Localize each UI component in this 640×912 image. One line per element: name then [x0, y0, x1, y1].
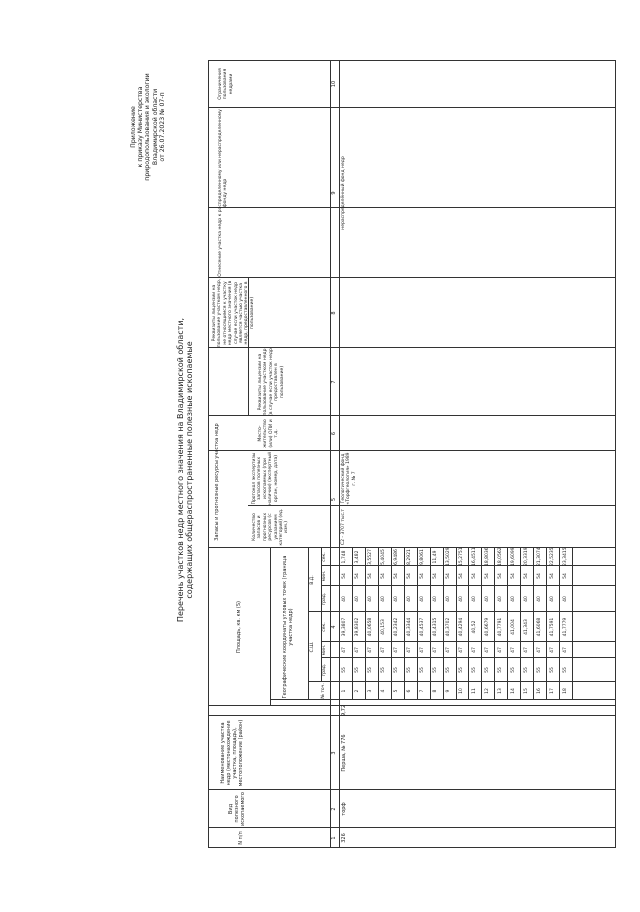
point-number: 12	[484, 688, 490, 694]
point-row-rule	[507, 548, 508, 700]
point-number: 1	[342, 689, 348, 693]
col-header-reserves-qty: Количество запасов и прогнозных ресурсов (с указанием категорий) (ед. изм.)	[252, 508, 290, 546]
coord-lat-value: 40,4537	[420, 617, 426, 637]
coord-lat-value: 55	[471, 667, 477, 673]
coord-lat-value: 40,0658	[368, 617, 374, 637]
coord-lon-value: 54	[446, 573, 452, 579]
point-row-rule	[572, 548, 573, 700]
col-header-point-no: № точ.	[321, 683, 326, 699]
point-row-rule	[352, 548, 353, 700]
point-number: 17	[549, 688, 555, 694]
coord-lon-value: 54	[510, 573, 516, 579]
col-header-area: Площадь, кв. км (S)	[236, 601, 242, 653]
coord-lat-value: 41,343	[523, 619, 529, 635]
point-row-rule	[365, 548, 366, 700]
col-header-fund: Отнесение участка недр к распределенному или нераспределенному фонду недр	[218, 109, 229, 277]
point-number: 16	[536, 688, 542, 694]
column-divider	[208, 207, 616, 208]
point-row-rule	[404, 548, 405, 700]
coord-lat-value: 40,6679	[484, 617, 490, 637]
coord-lon-value: 54	[394, 573, 400, 579]
coord-lon-value: 40	[394, 596, 400, 602]
coord-lat-value: 40,52	[471, 620, 477, 634]
col-header-min: мин.	[322, 644, 327, 656]
coord-lat-value: 55	[342, 667, 348, 673]
coord-lon-value: 20,3319	[523, 547, 529, 566]
column-divider	[208, 789, 616, 790]
coord-lat-value: 47	[471, 647, 477, 653]
coord-lon-value: 22,5235	[549, 547, 555, 566]
coord-lat-value: 55	[484, 667, 490, 673]
coord-lon-value: 13,5029	[446, 547, 452, 566]
coord-lon-value: 40	[523, 596, 529, 602]
coord-lat-value: 55	[446, 667, 452, 673]
coord-lon-value: 54	[458, 573, 464, 579]
coord-lat-value: 47	[368, 647, 374, 653]
point-number: 9	[446, 689, 452, 693]
coord-lon-value: 6,9486	[394, 549, 400, 565]
cell-reserves-doc: Геологический фонд «Торфгеология» 1989 г. № 7	[341, 452, 357, 505]
coord-lon-value: 54	[433, 573, 439, 579]
column-number: 2	[331, 807, 337, 811]
column-number: 7	[331, 380, 337, 384]
coord-lon-value: 11,49	[433, 550, 439, 564]
cell-mineral: торф	[341, 802, 347, 816]
cell-num: 326	[341, 833, 347, 843]
col-header-restrict: Ограничения пользования недрами	[218, 68, 234, 100]
point-number: 7	[420, 689, 426, 693]
point-number: 18	[562, 688, 568, 694]
coord-lat-value: 47	[342, 647, 348, 653]
coord-lat-value: 41,7591	[549, 617, 555, 637]
coord-lat-value: 39,3807	[342, 617, 348, 637]
coord-lat-value: 55	[562, 667, 568, 673]
appendix-line: Владимирской области	[151, 88, 159, 166]
column-number: 6	[331, 431, 337, 436]
coord-lon-value: 54	[420, 573, 426, 579]
col-header-lat: С.Ш.	[310, 641, 315, 653]
cell-fund: нераспределённый фонд недр	[341, 156, 346, 230]
coord-lon-value: 40	[368, 596, 374, 602]
point-row-rule	[520, 548, 521, 700]
coord-lat-value: 47	[355, 647, 361, 653]
column-number: 1	[331, 836, 337, 840]
column-divider	[208, 827, 616, 828]
coord-lon-value: 5,4045	[381, 549, 387, 565]
col-header-num: N п/п	[238, 831, 244, 845]
point-row-rule	[546, 548, 547, 700]
coord-lat-value: 41,004	[510, 619, 516, 635]
coord-lat-value: 55	[523, 667, 529, 673]
appendix-line: от 26.07.2023 № 07-п	[158, 92, 166, 162]
coord-lat-value: 55	[497, 667, 503, 673]
coord-lon-value: 3,482	[355, 550, 361, 564]
coord-lon-value: 1,748	[342, 550, 348, 564]
coord-lon-value: 54	[497, 573, 503, 579]
column-divider	[208, 705, 616, 706]
coord-lon-value: 18,8036	[484, 547, 490, 566]
col-header-lon: В.Д.	[310, 575, 315, 585]
title-line-1: Перечень участков недр местного значения на Владимирской области,	[176, 317, 185, 623]
column-divider	[208, 715, 616, 716]
header-rule	[270, 548, 271, 706]
cell-reserves-qty: С2 - 3707 тыс.т	[341, 508, 346, 546]
point-row-rule	[378, 548, 379, 700]
coord-lat-value: 40,3344	[407, 617, 413, 637]
coord-lat-value: 39,8302	[355, 617, 361, 637]
table-border-top	[208, 60, 209, 848]
col-header-reserves: Запасы и прогнозные ресурсы участка недр	[214, 423, 220, 541]
cell-name: Перша, № 776	[341, 734, 347, 772]
col-header-sec: сек.	[322, 622, 327, 632]
coord-lon-value: 40	[497, 596, 503, 602]
table-border-bottom	[615, 60, 616, 848]
coord-lat-value: 55	[407, 667, 413, 673]
appendix-line: природопользования и экологии	[144, 73, 152, 181]
coord-lon-value: 54	[381, 573, 387, 579]
column-divider	[208, 277, 616, 278]
title-line-2: содержащих общераспространенные полезные ископаемые	[185, 341, 194, 599]
header-rule	[339, 60, 340, 848]
table-border-right	[208, 60, 616, 61]
point-row-rule	[468, 548, 469, 700]
coord-lon-value: 21,3074	[536, 547, 542, 566]
appendix-line: к приказу Министерства	[137, 86, 145, 168]
coord-lat-value: 55	[510, 667, 516, 673]
column-number: 8	[331, 311, 337, 315]
point-number: 6	[407, 689, 413, 693]
coord-lon-value: 40	[381, 596, 387, 602]
rotated-sheet	[130, 60, 640, 880]
point-number: 2	[355, 689, 361, 693]
coord-lat-value: 47	[394, 647, 400, 653]
coord-lat-value: 55	[381, 667, 387, 673]
coord-lon-value: 54	[562, 573, 568, 579]
coord-lat-value: 55	[394, 667, 400, 673]
col-header-min: мин.	[322, 570, 327, 582]
coord-lon-value: 54	[523, 573, 529, 579]
column-number: 5	[331, 497, 337, 502]
coord-lat-value: 47	[549, 647, 555, 653]
column-number: 9	[331, 191, 337, 195]
coord-lon-value: 15,2751	[458, 547, 464, 566]
point-row-rule	[481, 548, 482, 700]
coord-lat-value: 40,7791	[497, 617, 503, 637]
coord-lat-value: 47	[497, 647, 503, 653]
coord-lat-value: 40,4294	[458, 617, 464, 637]
coord-lat-value: 40,4315	[433, 617, 439, 637]
coord-lat-value: 47	[523, 647, 529, 653]
coord-lon-value: 54	[407, 573, 413, 579]
point-row-rule	[443, 548, 444, 700]
appendix-line: Приложение	[130, 106, 137, 148]
coord-lon-value: 54	[471, 573, 477, 579]
coord-lon-value: 16,4511	[471, 547, 477, 566]
coord-lat-value: 55	[549, 667, 555, 673]
coord-lon-value: 23,3415	[562, 547, 568, 566]
coord-lat-value: 55	[458, 667, 464, 673]
point-number: 3	[368, 689, 374, 693]
coord-lat-value: 47	[562, 647, 568, 653]
coord-lon-value: 40	[562, 596, 568, 602]
coord-lon-value: 54	[355, 573, 361, 579]
coord-lon-value: 54	[536, 573, 542, 579]
coord-lat-value: 40,153	[381, 619, 387, 635]
coord-lat-value: 47	[484, 647, 490, 653]
table-border-left	[208, 847, 616, 848]
point-number: 4	[381, 689, 387, 693]
point-number: 8	[433, 689, 439, 693]
column-number: 3	[331, 751, 337, 755]
coord-lat-value: 41,6068	[536, 617, 542, 637]
point-number: 15	[523, 688, 529, 694]
point-row-rule	[430, 548, 431, 700]
col-header-mesto: Место-жительство (или) ОПИ и т.д.	[258, 419, 280, 448]
coord-lat-value: 47	[510, 647, 516, 653]
coord-lat-value: 55	[420, 667, 426, 673]
coord-lat-value: 47	[381, 647, 387, 653]
coord-lon-value: 40	[342, 596, 348, 602]
col-header-mineral: Вид полезного ископаемого	[228, 792, 246, 827]
coord-lon-value: 40	[458, 596, 464, 602]
coord-lat-value: 40,2342	[394, 617, 400, 637]
col-header-deg: град.	[322, 592, 327, 606]
cell-area: 9,72	[341, 704, 347, 716]
data-table	[208, 60, 616, 848]
coord-lon-value: 40	[433, 596, 439, 602]
coord-lon-value: 8,2921	[407, 549, 413, 565]
coord-lat-value: 55	[355, 667, 361, 673]
coord-lon-value: 54	[342, 573, 348, 579]
col-header-license: Реквизиты лицензии на пользование участком недр (в случае если участок недр предоставлен в пользование)	[258, 348, 285, 416]
coord-lat-value: 47	[458, 647, 464, 653]
coord-lon-value: 54	[484, 573, 490, 579]
point-row-rule	[559, 548, 560, 700]
column-number: 10	[331, 80, 337, 88]
coord-lon-value: 40	[420, 596, 426, 602]
coord-lon-value: 18,0562	[497, 547, 503, 566]
coord-lon-value: 54	[549, 573, 555, 579]
coord-lat-value: 55	[536, 667, 542, 673]
coord-lon-value: 40	[355, 596, 361, 602]
col-header-license-2: Реквизиты лицензии на пользование участком недр, не относящимся к участку недр местного значения (в случае если участок недр является частью участка недр, предоставленного в пользование)	[212, 278, 255, 348]
coord-lat-value: 40,3702	[446, 617, 452, 637]
coord-lon-value: 40	[484, 596, 490, 602]
column-divider	[208, 107, 616, 108]
header-rule	[308, 548, 309, 700]
coord-lon-value: 19,6099	[510, 547, 516, 566]
coord-lon-value: 40	[510, 596, 516, 602]
point-number: 11	[471, 688, 477, 694]
coord-lat-value: 47	[420, 647, 426, 653]
point-row-rule	[494, 548, 495, 700]
point-row-rule	[417, 548, 418, 700]
point-number: 5	[394, 689, 400, 693]
coord-lon-value: 3,5527	[368, 549, 374, 565]
coord-lat-value: 55	[433, 667, 439, 673]
point-row-rule	[533, 548, 534, 700]
coord-lon-value: 40	[446, 596, 452, 602]
coord-lon-value: 40	[407, 596, 413, 602]
point-number: 13	[497, 688, 503, 694]
column-number: 4	[331, 625, 337, 629]
point-row-rule	[456, 548, 457, 700]
coord-lon-value: 40	[471, 596, 477, 602]
column-divider	[248, 505, 616, 506]
col-header-reserves-doc: Протокол экспертизы запасов полезных ископаемых (при наличии) (экспертный орган, номер, дата)	[252, 451, 279, 506]
point-number: 10	[458, 688, 464, 694]
col-header-coords: Географические координаты угловых точек (граница участка недр)	[282, 555, 294, 699]
coord-lat-value: 55	[368, 667, 374, 673]
coord-lon-value: 9,8061	[420, 549, 426, 565]
point-number: 14	[510, 688, 516, 694]
coord-lon-value: 54	[368, 573, 374, 579]
col-header-deg: град.	[322, 663, 327, 677]
page-title	[176, 60, 194, 880]
coord-lat-value: 47	[446, 647, 452, 653]
coord-lat-value: 41,7779	[562, 617, 568, 637]
col-header-sec: сек.	[322, 552, 327, 562]
appendix-block	[130, 62, 166, 192]
coord-lat-value: 47	[433, 647, 439, 653]
coord-lon-value: 40	[549, 596, 555, 602]
point-row-rule	[391, 548, 392, 700]
coord-lon-value: 40	[536, 596, 542, 602]
coord-lat-value: 47	[536, 647, 542, 653]
col-header-name: Наименование участка недр (местонахождение участка, площадь), местоположение (район)	[220, 719, 244, 787]
coord-lat-value: 47	[407, 647, 413, 653]
